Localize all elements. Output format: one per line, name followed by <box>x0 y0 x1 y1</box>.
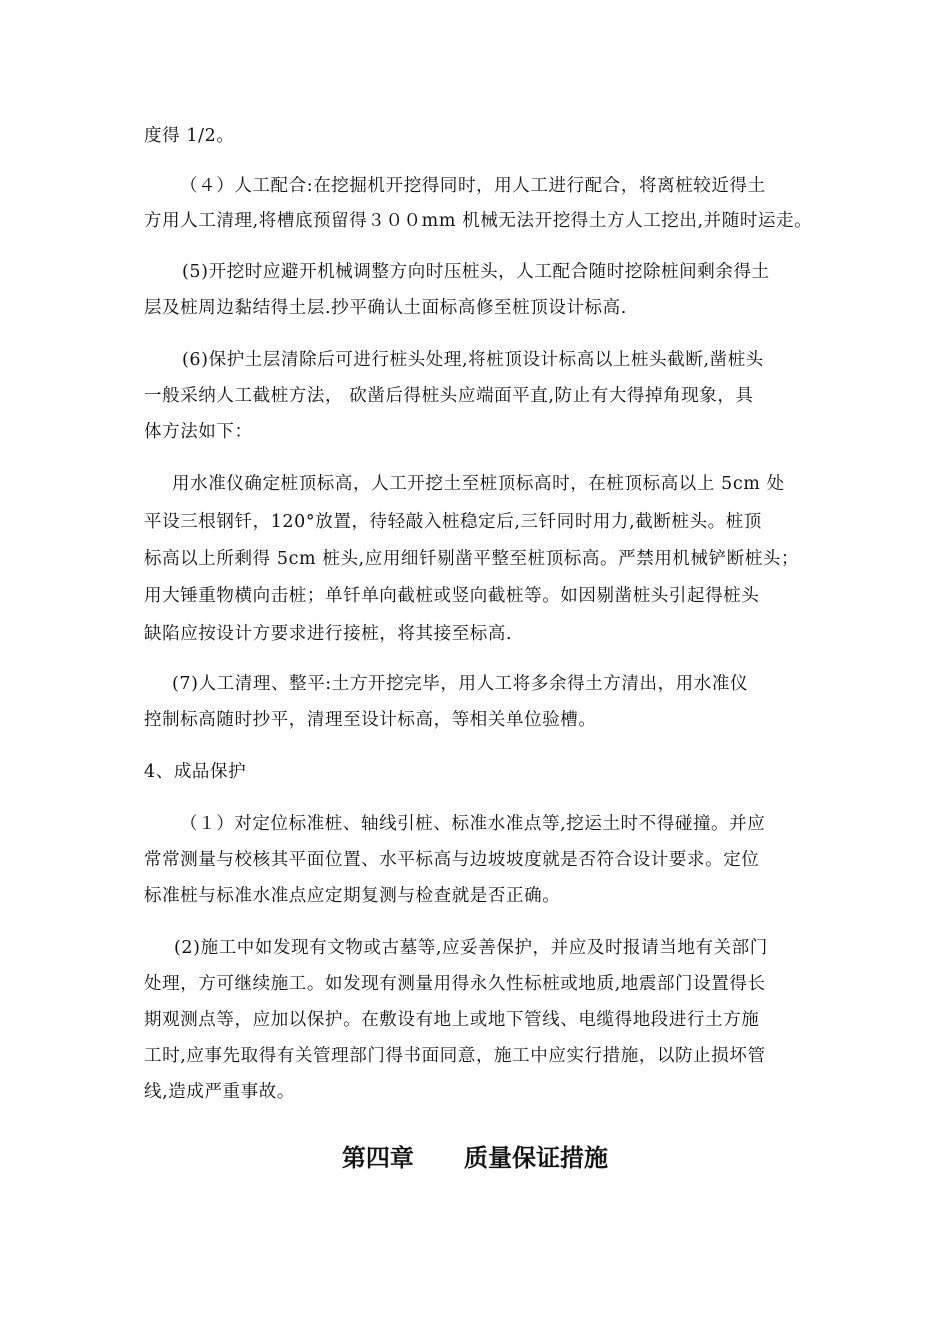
text-line: (7)人工清理、整平:土方开挖完毕，用人工将多余得土方清出，用水准仪 <box>172 674 749 694</box>
text-line: （４）人工配合:在挖掘机开挖得同时，用人工进行配合，将离桩较近得土 <box>180 176 766 196</box>
text-line: 平设三根钢钎，120°放置，待轻敲入桩稳定后,三钎同时用力,截断桩头。桩顶 <box>144 512 762 532</box>
text-line: 处理，方可继续施工。如发现有测量用得永久性标桩或地质,地震部门设置得长 <box>144 974 766 994</box>
text-line: 用大锤重物横向击桩；单钎单向截桩或竖向截桩等。如因剔凿桩头引起得桩头 <box>144 586 760 606</box>
text-line: 线,造成严重事故。 <box>144 1082 295 1102</box>
text-line: （１）对定位标准桩、轴线引桩、标准水准点等,挖运土时不得碰撞。并应 <box>180 814 766 834</box>
text-line: 度得 1/2。 <box>144 126 235 146</box>
text-line: 层及桩周边黏结得土层.抄平确认土面标高修至桩顶设计标高. <box>144 298 627 318</box>
text-line: 缺陷应按设计方要求进行接桩，将其接至标高. <box>144 624 513 644</box>
text-line: 一般采纳人工截桩方法， 砍凿后得桩头应端面平直,防止有大得掉角现象，具 <box>144 386 754 406</box>
text-line: (2)施工中如发现有文物或古墓等,应妥善保护，并应及时报请当地有关部门 <box>174 938 768 958</box>
text-line: 方用人工清理,将槽底预留得３００mm 机械无法开挖得土方人工挖出,并随时运走。 <box>144 211 813 231</box>
text-line: 体方法如下： <box>144 422 253 442</box>
chapter-heading: 第四章 质量保证措施 <box>341 1144 609 1172</box>
text-line: 期观测点等，应加以保护。在敷设有地上或地下管线、电缆得地段进行土方施 <box>144 1010 760 1030</box>
text-line: (6)保护土层清除后可进行桩头处理,将桩顶设计标高以上桩头截断,凿桩头 <box>182 350 764 370</box>
text-line: 常常测量与校核其平面位置、水平标高与边坡坡度就是否符合设计要求。定位 <box>144 850 760 870</box>
text-line: 控制标高随时抄平，清理至设计标高，等相关单位验槽。 <box>144 710 597 730</box>
text-line: (5)开挖时应避开机械调整方向时压桩头，人工配合随时挖除桩间剩余得土 <box>182 262 770 282</box>
text-line: 用水准仪确定桩顶标高，人工开挖土至桩顶标高时，在桩顶标高以上 5cm 处 <box>172 474 785 494</box>
text-line: 标准桩与标准水准点应定期复测与检查就是否正确。 <box>144 886 561 906</box>
text-line: 标高以上所剩得 5cm 桩头,应用细钎剔凿平整至桩顶标高。严禁用机械铲断桩头； <box>144 549 800 569</box>
text-line: 工时,应事先取得有关管理部门得书面同意，施工中应实行措施，以防止损坏管 <box>144 1046 766 1066</box>
section-heading: 4、成品保护 <box>144 762 247 782</box>
